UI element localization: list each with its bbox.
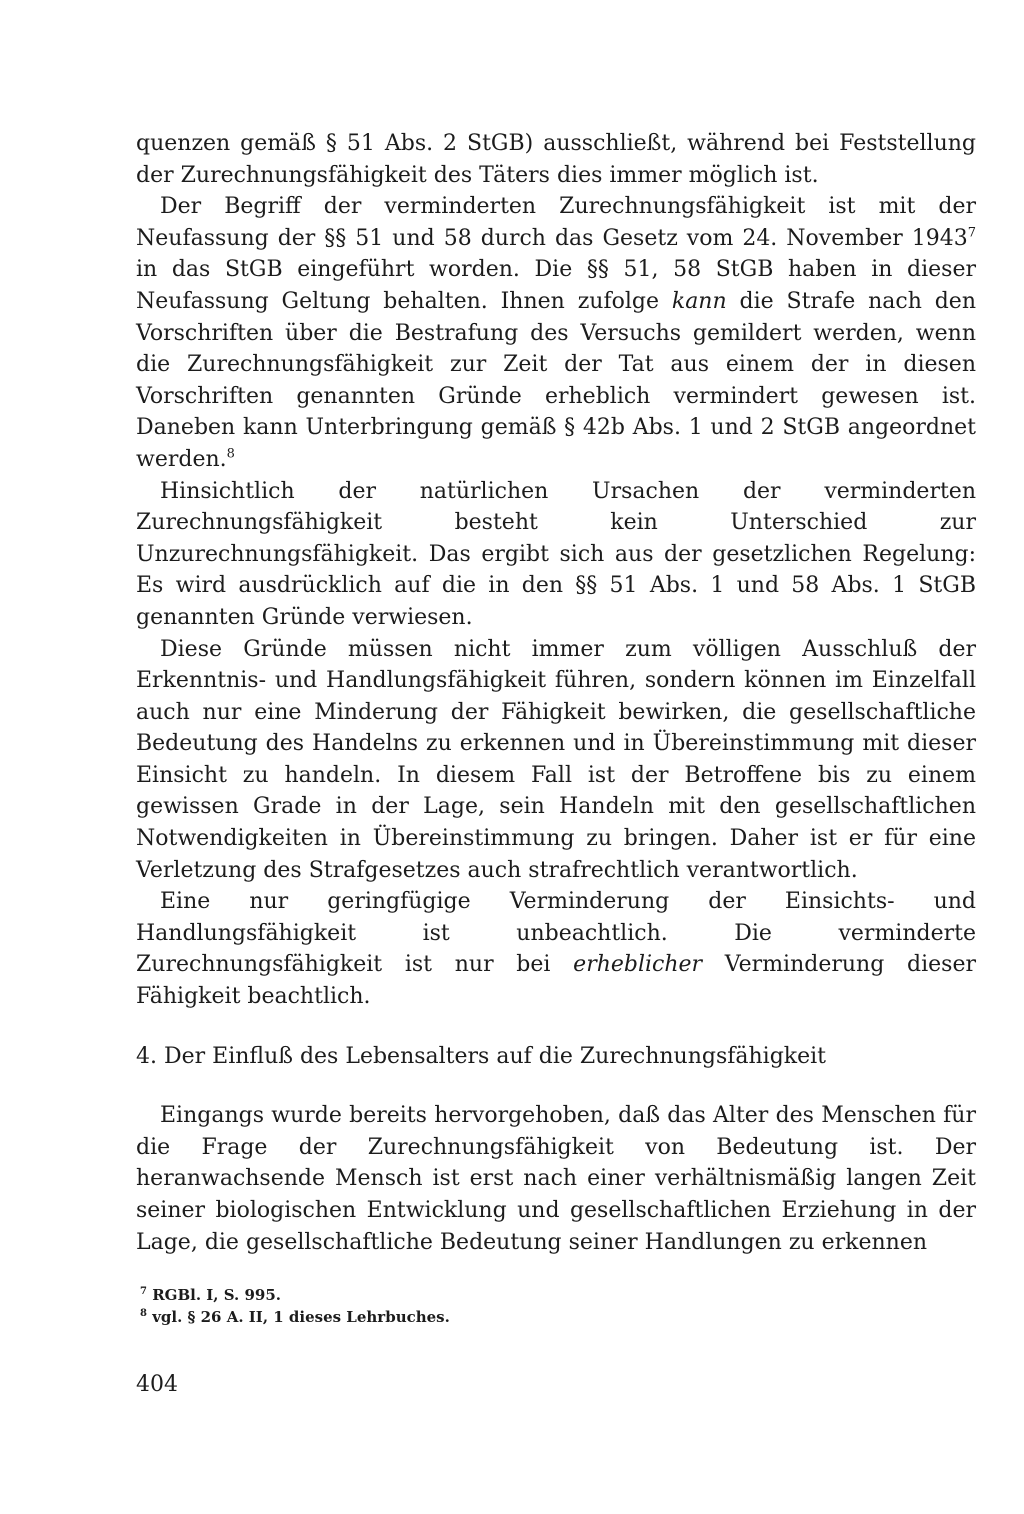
footnote-text: RGBl. I, S. 995.: [146, 1286, 282, 1305]
paragraph-lebensalter: Eingangs wurde bereits hervorgehoben, daß das Alter des Menschen für die Frage der Zurechnungsfähigkeit von Bedeutung ist. Der heranwachsende Mensch ist erst nach einer verhältnismäßig langen Zeit seiner biologischen Entwicklung und gesellschaftlichen Erziehung in der Lage, die gesellschaftliche Bedeutung seiner Handlungen zu erkennen: [136, 1103, 976, 1255]
footnote-7: [136, 1284, 976, 1306]
footnote-text: vgl. § 26 A. II, 1 dieses Lehrbuches.: [146, 1308, 450, 1327]
paragraph-continuation: quenzen gemäß § 51 Abs. 2 StGB) ausschließt, während bei Feststellung der Zurechnungsfähigkeit des Täters dies immer möglich ist.: [136, 131, 976, 188]
footnote-ref-8[interactable]: 8: [226, 446, 235, 462]
footnote-marker: 8: [140, 1308, 147, 1320]
footnotes: [136, 1284, 976, 1328]
footnote-8: [136, 1306, 976, 1328]
paragraph-verminderte-zurechnungsfaehigkeit: [136, 191, 976, 475]
document-page: [136, 128, 976, 1400]
emphasis-erheblicher: erheblicher: [573, 952, 703, 978]
paragraph-geringfuegige-verminderung: [136, 886, 976, 1012]
paragraph-text: Der Begriff der verminderten Zurechnungsfähigkeit ist mit der Neufassung der §§ 51 und 58 durch das Gesetz vom 24. November 1943: [136, 194, 976, 251]
footnote-ref-7[interactable]: 7: [967, 225, 976, 241]
paragraph-text: Verminderung dieser Fähigkeit beachtlich.: [136, 952, 976, 1010]
paragraph-natuerliche-ursachen: Hinsichtlich der natürlichen Ursachen der verminderten Zurechnungsfähigkeit besteht kein Unterschied zur Unzurechnungsfähigkeit. Das ergibt sich aus der gesetzlichen Regelung: Es wird ausdrücklich auf die in den §§ 51 Abs. 1 und 58 Abs. 1 StGB genannten Gründe verwiesen.: [136, 478, 976, 630]
paragraph-text: Eine nur geringfügige Verminderung der Einsichts- und Handlungsfähigkeit ist unbeachtlich. Die verminderte Zurechnungsfähigkeit ist nur bei: [136, 889, 976, 978]
section-heading: 4. Der Einfluß des Lebensalters auf die Zurechnungsfähigkeit: [136, 1043, 827, 1069]
paragraph-text: die Strafe nach den Vorschriften über die Bestrafung des Versuchs gemildert werden, wenn die Zurechnungsfähigkeit zur Zeit der Tat aus einem der in diesen Vorschriften genannten Gründe erheblich vermindert gewesen ist. Daneben kann Unterbringung gemäß § 42b Abs. 1 und 2 StGB angeordnet werden.: [136, 288, 976, 472]
footnote-marker: 7: [140, 1286, 147, 1298]
paragraph-text: in das StGB eingeführt worden. Die §§ 51, 58 StGB haben in dieser Neufassung Geltung behalten. Ihnen zufolge: [136, 257, 976, 314]
emphasis-kann: kann: [671, 288, 727, 314]
page-number: 404: [136, 1372, 178, 1398]
paragraph-gruende: Diese Gründe müssen nicht immer zum völligen Ausschluß der Erkenntnis- und Handlungsfähigkeit führen, sondern können im Einzelfall auch nur eine Minderung der Fähigkeit bewirken, die gesellschaftliche Bedeutung des Handelns zu erkennen und in Übereinstimmung mit dieser Einsicht zu handeln. In diesem Fall ist der Betroffene bis zu einem gewissen Grade in der Lage, sein Handeln mit den gesellschaftlichen Notwendigkeiten in Übereinstimmung zu bringen. Daher ist er für eine Verletzung des Strafgesetzes auch strafrechtlich verantwortlich.: [136, 636, 976, 883]
